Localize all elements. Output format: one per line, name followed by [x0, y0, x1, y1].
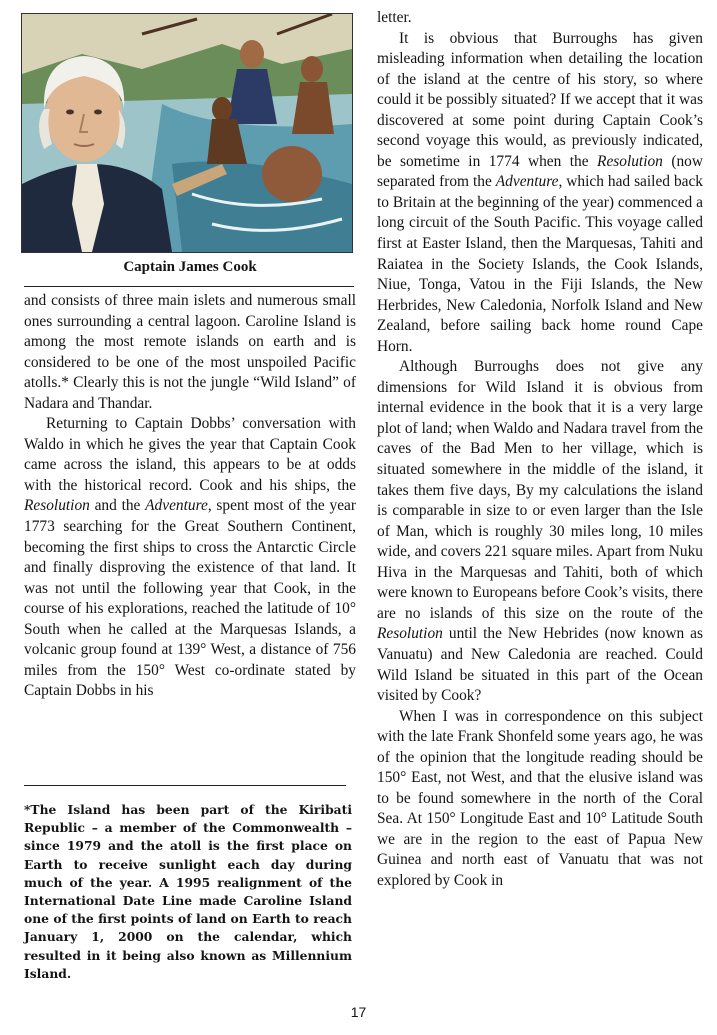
footnote: *The Island has been part of the Kiribati Republic – a member of the Commonwealth – since 1979 and the atoll is the first place on Earth to receive sunlight each day during much of the year. A 1995 realignment of the International Date Line made Caroline Island one of the first points of land on Earth to reach January 1, 2000 on the calendar, which resulted in it being also known as Millennium Island.	[24, 802, 352, 981]
left-paragraph-1: and consists of three main islets and numerous small ones surrounding a central lagoon. Caroline Island is among the most remote islands on earth and is considered to be one of the most unspoiled Pacific atolls.* Clearly this is not the jungle “Wild Island” of Nadara and Thandar.	[24, 292, 356, 412]
right-column	[377, 8, 703, 892]
left-column	[24, 291, 356, 702]
captain-cook-illustration	[21, 13, 353, 253]
caption-divider	[24, 286, 354, 287]
right-paragraph-1: letter.	[377, 9, 412, 26]
right-paragraph-2: It is obvious that Burroughs has given misleading information when detailing the location of the island at the centre of his story, so where could it be possibly situated? If we accept that it was discovered at some point during Captain Cook’s second voyage this would, as previously indicated, be sometime in 1774 when the Resolution (now separated from the Adventure, which had sailed back to Britain at the beginning of the year) commenced a long circuit of the South Pacific. This voyage called first at Easter Island, then the Marquesas, Tahiti and Raiatea in the Society Islands, the Cook Islands, Niue, Tonga, Vatou in the Fiji Islands, the New Herbrides, New Caledonia, Norfolk Island and New Zealand, before sailing back home round Cape Horn.	[377, 29, 703, 355]
page-number: 17	[350, 1004, 367, 1020]
cook-painting	[22, 14, 352, 252]
figure-caption: Captain James Cook	[123, 259, 257, 275]
right-paragraph-3: Although Burroughs does not give any dimensions for Wild Island it is obvious from internal evidence in the book that it is a very large plot of land; when Waldo and Nadara travel from the caves of the Bad Men to her village, which is situated somewhere in the middle of the island, it takes them five days, By my calculations the island is comparable in size to or even larger than the Isle of Man, which is roughly 30 miles long, 10 miles wide, and covers 221 square miles. Apart from Nuku Hiva in the Marquesas and Tahiti, both of which were known to Europeans before Cook’s visits, there are no islands of this size on the route of the Resolution until the New Hebrides (now known as Vanuatu) and New Caledonia are reached. Could Wild Island be situated in this part of the Ocean visited by Cook?	[377, 358, 703, 705]
left-paragraph-2: Returning to Captain Dobbs’ conversation with Waldo in which he gives the year that Captain Cook came across the island, this appears to be at odds with the historical record. Cook and his ships, the Resolution and the Adventure, spent most of the year 1773 searching for the Great Southern Continent, becoming the first ships to cross the Antarctic Circle and finally disproving the existence of that land. It was not until the following year that Cook, in the course of his explorations, reached the latitude of 10° South when he called at the Marquesas Islands, a volcanic group found at 139° West, a distance of 756 miles from the 150° West co-ordinate stated by Captain Dobbs in his	[24, 415, 356, 700]
footnote-divider	[24, 785, 346, 786]
right-paragraph-4: When I was in correspondence on this subject with the late Frank Shonfeld some years ago, he was of the opinion that the longitude reading should be 150° East, not West, and that the elusive island was to be found somewhere in the north of the Coral Sea. At 150° Longitude East and 10° Latitude South we are in the region to the east of Papua New Guinea and north east of Vanuatu that was not explored by Cook in	[377, 707, 703, 889]
